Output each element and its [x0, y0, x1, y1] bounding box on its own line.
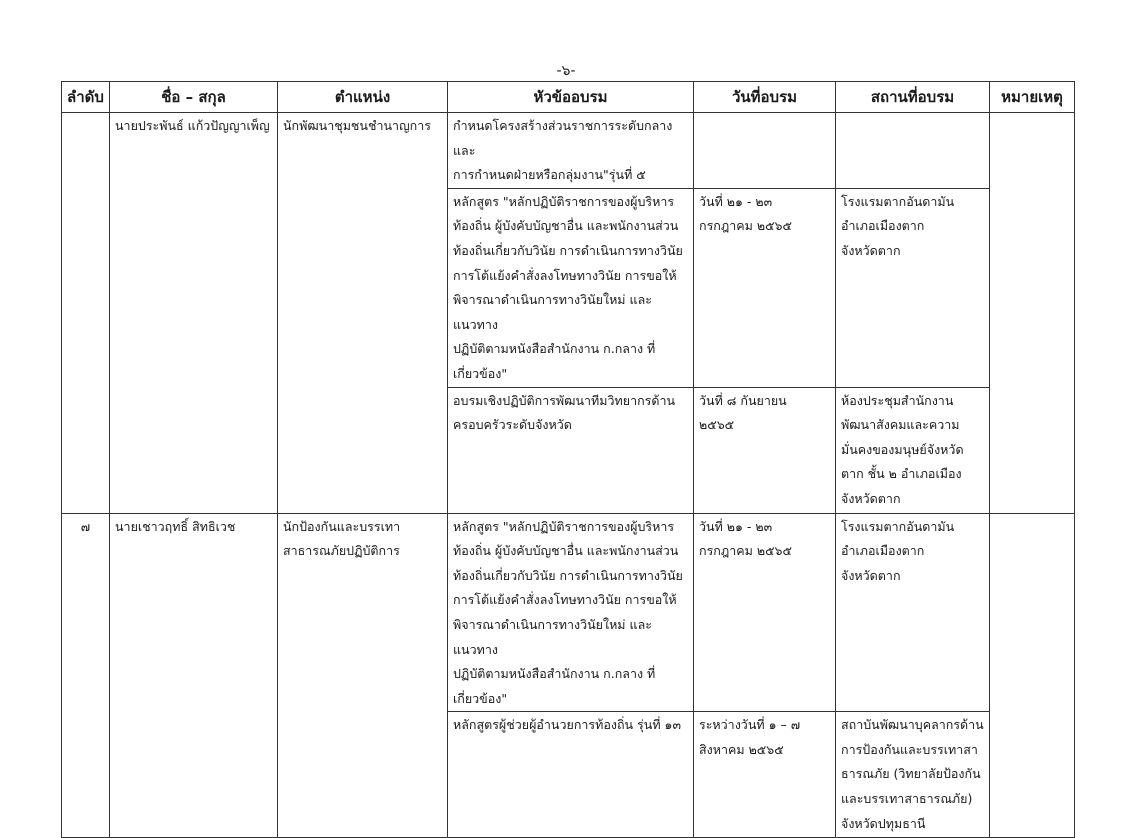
date-cell: วันที่ ๒๑ - ๒๓ กรกฎาคม ๒๕๖๕	[694, 188, 836, 387]
topic-cell: หลักสูตร "หลักปฏิบัติราชการของผู้บริหาร ท้องถิ่น ผู้บังคับบัญชาอื่น และพนักงานส่วน ท้องถิ่นเกี่ยวกับวินัย การดำเนินการทางวินัย การโต้แย้งคำสั่งลงโทษทางวินัย การขอให้ พิจารณาดำเนินการทางวินัยใหม่ และแนวทาง ปฏิบัติตามหนังสือสำนักงาน ก.กลาง ที่เกี่ยวข้อง"	[448, 513, 694, 712]
header-name: ชื่อ – สกุล	[110, 82, 278, 113]
venue-cell: สถาบันพัฒนาบุคลากรด้าน การป้องกันและบรรเทาสา ธารณภัย (วิทยาลัยป้องกัน และบรรเทาสาธารณภัย) จังหวัดปทุมธานี	[836, 712, 990, 838]
topic-cell: หลักสูตร "หลักปฏิบัติราชการของผู้บริหาร ท้องถิ่น ผู้บังคับบัญชาอื่น และพนักงานส่วน ท้องถิ่นเกี่ยวกับวินัย การดำเนินการทางวินัย การโต้แย้งคำสั่งลงโทษทางวินัย การขอให้ พิจารณาดำเนินการทางวินัยใหม่ และแนวทาง ปฏิบัติตามหนังสือสำนักงาน ก.กลาง ที่ เกี่ยวข้อง"	[448, 188, 694, 387]
header-row	[62, 82, 1075, 113]
venue-cell: โรงแรมตากอันดามัน อำเภอเมืองตาก จังหวัดตาก	[836, 188, 990, 387]
header-position: ตำแหน่ง	[278, 82, 448, 113]
table-row	[62, 513, 1075, 712]
training-table	[61, 81, 1075, 838]
position-cell: นักพัฒนาชุมชนชำนาญการ	[278, 113, 448, 514]
topic-cell: อบรมเชิงปฏิบัติการพัฒนาทีมวิทยากรด้าน ครอบครัวระดับจังหวัด	[448, 387, 694, 513]
header-remark: หมายเหตุ	[990, 82, 1075, 113]
topic-cell: กำหนดโครงสร้างส่วนราชการระดับกลาง และ การกำหนดฝ่ายหรือกลุ่มงาน"รุ่นที่ ๕	[448, 113, 694, 189]
venue-cell	[836, 113, 990, 189]
position-cell: นักป้องกันและบรรเทา สาธารณภัยปฏิบัติการ	[278, 513, 448, 838]
date-cell: วันที่ ๘ กันยายน ๒๕๖๕	[694, 387, 836, 513]
remark-cell	[990, 113, 1075, 514]
venue-cell: ห้องประชุมสำนักงาน พัฒนาสังคมและความ มั่นคงของมนุษย์จังหวัด ตาก ชั้น ๒ อำเภอเมือง จังหวัดตาก	[836, 387, 990, 513]
venue-cell: โรงแรมตากอันดามัน อำเภอเมืองตาก จังหวัดตาก	[836, 513, 990, 712]
header-date: วันที่อบรม	[694, 82, 836, 113]
header-venue: สถานที่อบรม	[836, 82, 990, 113]
topic-cell: หลักสูตรผู้ช่วยผู้อำนวยการท้องถิ่น รุ่นที่ ๑๓	[448, 712, 694, 838]
date-cell	[694, 113, 836, 189]
name-cell: นายเชาวฤทธิ์ สิทธิเวช	[110, 513, 278, 838]
table-row	[62, 113, 1075, 189]
header-topic: หัวข้ออบรม	[448, 82, 694, 113]
date-cell: ระหว่างวันที่ ๑ – ๗ สิงหาคม ๒๕๖๕	[694, 712, 836, 838]
seq-cell: ๗	[62, 513, 110, 838]
seq-cell	[62, 113, 110, 514]
header-seq: ลำดับ	[62, 82, 110, 113]
date-cell: วันที่ ๒๑ - ๒๓ กรกฎาคม ๒๕๖๕	[694, 513, 836, 712]
remark-cell	[990, 513, 1075, 838]
page-number: -๖-	[556, 63, 576, 79]
name-cell: นายประพันธ์ แก้วปัญญาเพ็ญ	[110, 113, 278, 514]
